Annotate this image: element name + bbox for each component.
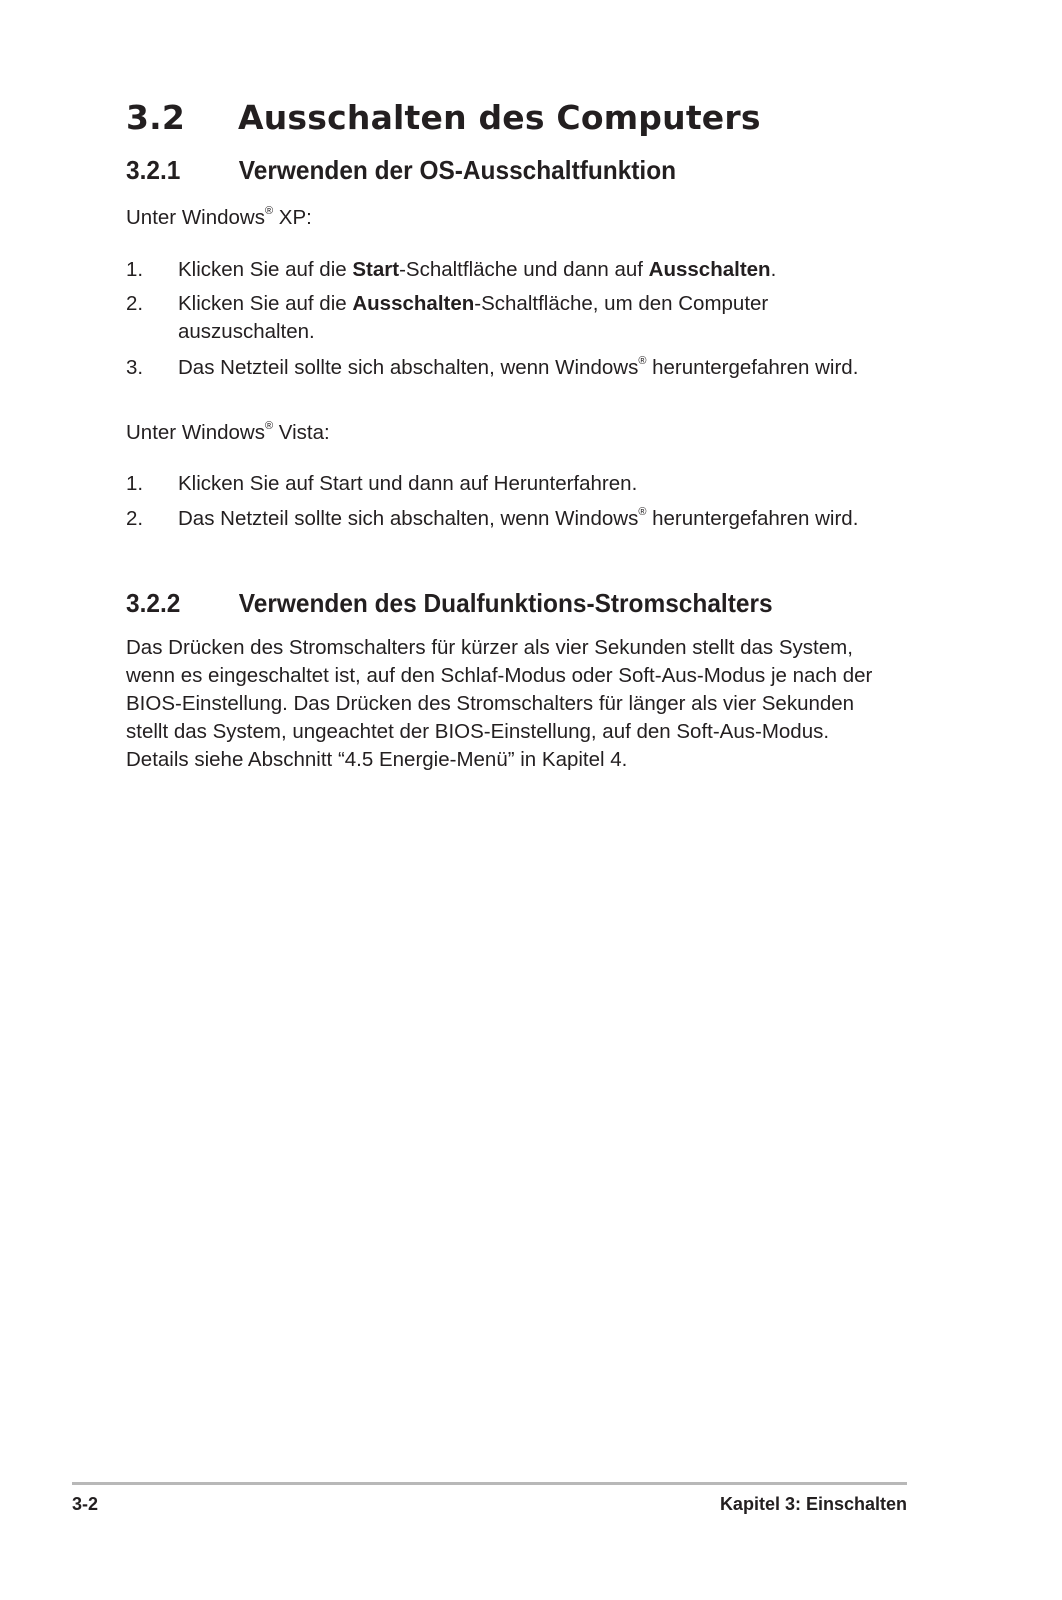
body-line: Das Drücken des Stromschalters für kürzer als vier Sekunden stellt das System, bbox=[126, 636, 853, 659]
body-line: stellt das System, ungeachtet der BIOS-Einstellung, auf den Soft-Aus-Modus. bbox=[126, 720, 830, 743]
step-text-part: -Schaltfläche, um den Computer bbox=[474, 292, 769, 315]
section-title-text: Ausschalten des Computers bbox=[238, 98, 761, 137]
vista-intro bbox=[126, 419, 330, 447]
vista-intro-text: Unter Windows bbox=[126, 421, 265, 444]
step-text bbox=[178, 505, 858, 533]
step-text-part: heruntergefahren wird. bbox=[646, 507, 859, 530]
registered-mark: ® bbox=[638, 355, 647, 368]
subsection-heading-1 bbox=[126, 155, 676, 186]
step-text: Klicken Sie auf Start und dann auf Herunterfahren. bbox=[178, 472, 638, 495]
registered-mark: ® bbox=[638, 506, 647, 519]
step-number: 2. bbox=[126, 507, 144, 530]
subsection-heading-2 bbox=[126, 588, 773, 619]
step-text bbox=[178, 290, 768, 318]
step-text bbox=[178, 256, 776, 284]
subsection-number: 3.2.2 bbox=[126, 588, 181, 618]
body-line: BIOS-Einstellung. Das Drücken des Stromschalters für länger als vier Sekunden bbox=[126, 692, 855, 715]
step-number: 1. bbox=[126, 258, 144, 281]
subsection-number: 3.2.1 bbox=[126, 155, 181, 185]
vista-intro-suffix: Vista: bbox=[273, 421, 330, 444]
step-number: 1. bbox=[126, 472, 144, 495]
step-text-part: . bbox=[770, 258, 777, 281]
body-paragraph bbox=[126, 634, 916, 774]
step-text-part: Klicken Sie auf die bbox=[178, 258, 353, 281]
registered-mark: ® bbox=[265, 420, 274, 433]
step-bold-ausschalten: Ausschalten bbox=[352, 292, 475, 315]
section-number: 3.2 bbox=[126, 98, 186, 137]
step-bold-start: Start bbox=[352, 258, 400, 281]
step-text-part: heruntergefahren wird. bbox=[646, 356, 859, 379]
footer-divider bbox=[72, 1482, 907, 1485]
step-bold-ausschalten: Ausschalten bbox=[648, 258, 771, 281]
registered-mark: ® bbox=[265, 205, 274, 218]
body-line: Details siehe Abschnitt “4.5 Energie-Menü” in Kapitel 4. bbox=[126, 748, 628, 771]
step-text bbox=[178, 354, 858, 382]
xp-intro-text: Unter Windows bbox=[126, 206, 265, 229]
page-number: 3-2 bbox=[72, 1494, 99, 1514]
step-text-part: Klicken Sie auf die bbox=[178, 292, 353, 315]
subsection-title: Verwenden der OS-Ausschaltfunktion bbox=[238, 155, 677, 185]
xp-intro bbox=[126, 204, 312, 232]
step-text-continuation: auszuschalten. bbox=[178, 320, 315, 343]
step-text-part: Das Netzteil sollte sich abschalten, wenn Windows bbox=[178, 507, 639, 530]
xp-intro-suffix: XP: bbox=[273, 206, 312, 229]
subsection-title: Verwenden des Dualfunktions-Stromschalters bbox=[238, 588, 773, 618]
step-number: 2. bbox=[126, 292, 144, 315]
body-line: wenn es eingeschaltet ist, auf den Schlaf-Modus oder Soft-Aus-Modus je nach der bbox=[126, 664, 873, 687]
step-text-part: -Schaltfläche und dann auf bbox=[399, 258, 649, 281]
section-title bbox=[126, 98, 761, 137]
chapter-label: Kapitel 3: Einschalten bbox=[719, 1494, 907, 1514]
step-text-part: Das Netzteil sollte sich abschalten, wenn Windows bbox=[178, 356, 639, 379]
step-number: 3. bbox=[126, 356, 144, 379]
